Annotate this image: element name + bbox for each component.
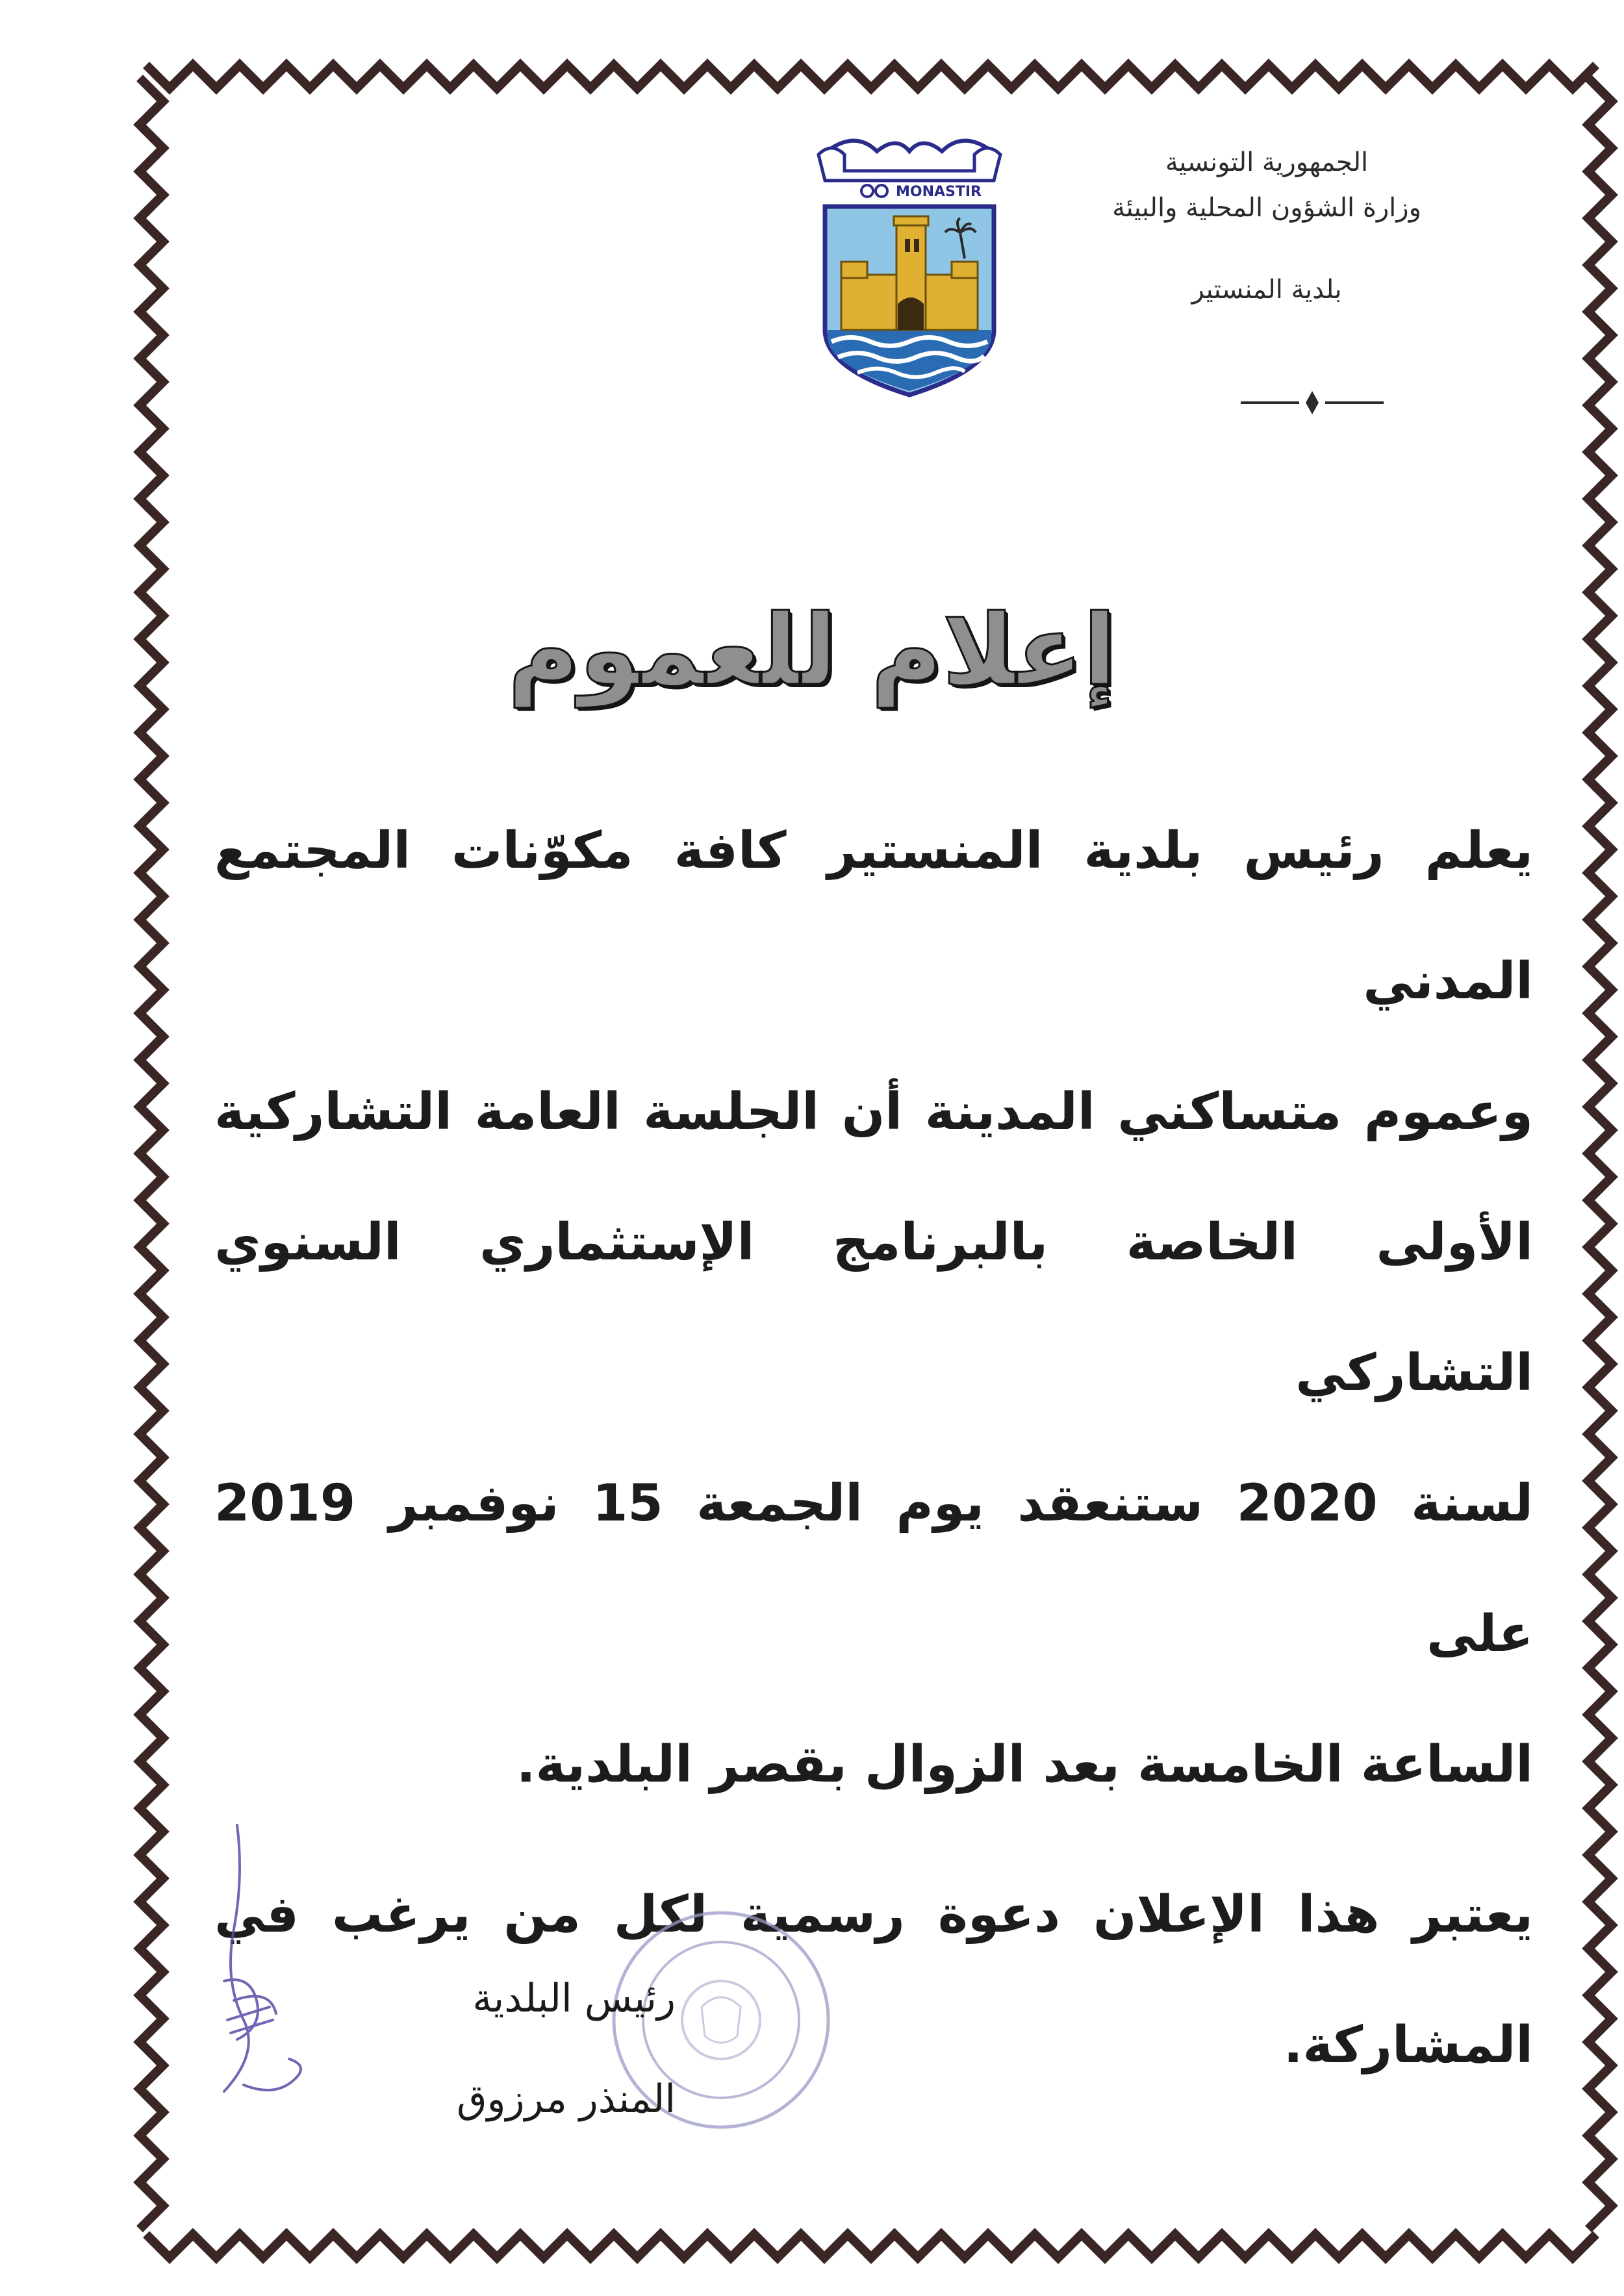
border-zigzag	[140, 78, 163, 2229]
border-zigzag	[1588, 78, 1612, 2229]
body-line: الساعة الخامسة بعد الزوال بقصر البلدية.	[516, 1735, 1533, 1794]
crest-label: MONASTIR	[895, 184, 982, 200]
body-line: وعموم متساكني المدينة أن الجلسة العامة التشاركية	[214, 1083, 1533, 1141]
header-separator	[1241, 383, 1384, 422]
notice-title: إعلام للعموم	[507, 594, 1117, 707]
border-zigzag	[146, 2234, 1596, 2258]
body-line: يعتبر هذا الإعلان دعوة رسمية لكل من يرغب في	[214, 1886, 1533, 1944]
body-line: يعلم رئيس بلدية المنستير كافة مكوّنات المجتمع المدني	[214, 822, 1533, 1011]
monastir-crest-logo	[806, 135, 1013, 401]
signatory-block	[260, 1949, 676, 2150]
notice-body	[214, 786, 1533, 2111]
body-line: لسنة 2020 ستنعقد يوم الجمعة 15 نوفمبر 2019 على	[214, 1474, 1533, 1663]
signatory-role: رئيس البلدية	[472, 1976, 676, 2021]
header-block	[1065, 140, 1468, 312]
body-line: الأولى الخاصة بالبرنامج الإستثماري السنوي التشاركي	[214, 1213, 1533, 1402]
republic-name: الجمهورية التونسية	[1165, 147, 1369, 177]
ministry-name: وزارة الشؤون المحلية والبيئة	[1112, 193, 1421, 223]
municipality-name: بلدية المنستير	[1191, 275, 1342, 305]
body-line: المشاركة.	[1283, 2016, 1533, 2075]
border-zigzag	[146, 65, 1596, 88]
handwritten-signature	[198, 1786, 315, 2124]
signatory-name: المنذر مرزوق	[456, 2076, 676, 2122]
